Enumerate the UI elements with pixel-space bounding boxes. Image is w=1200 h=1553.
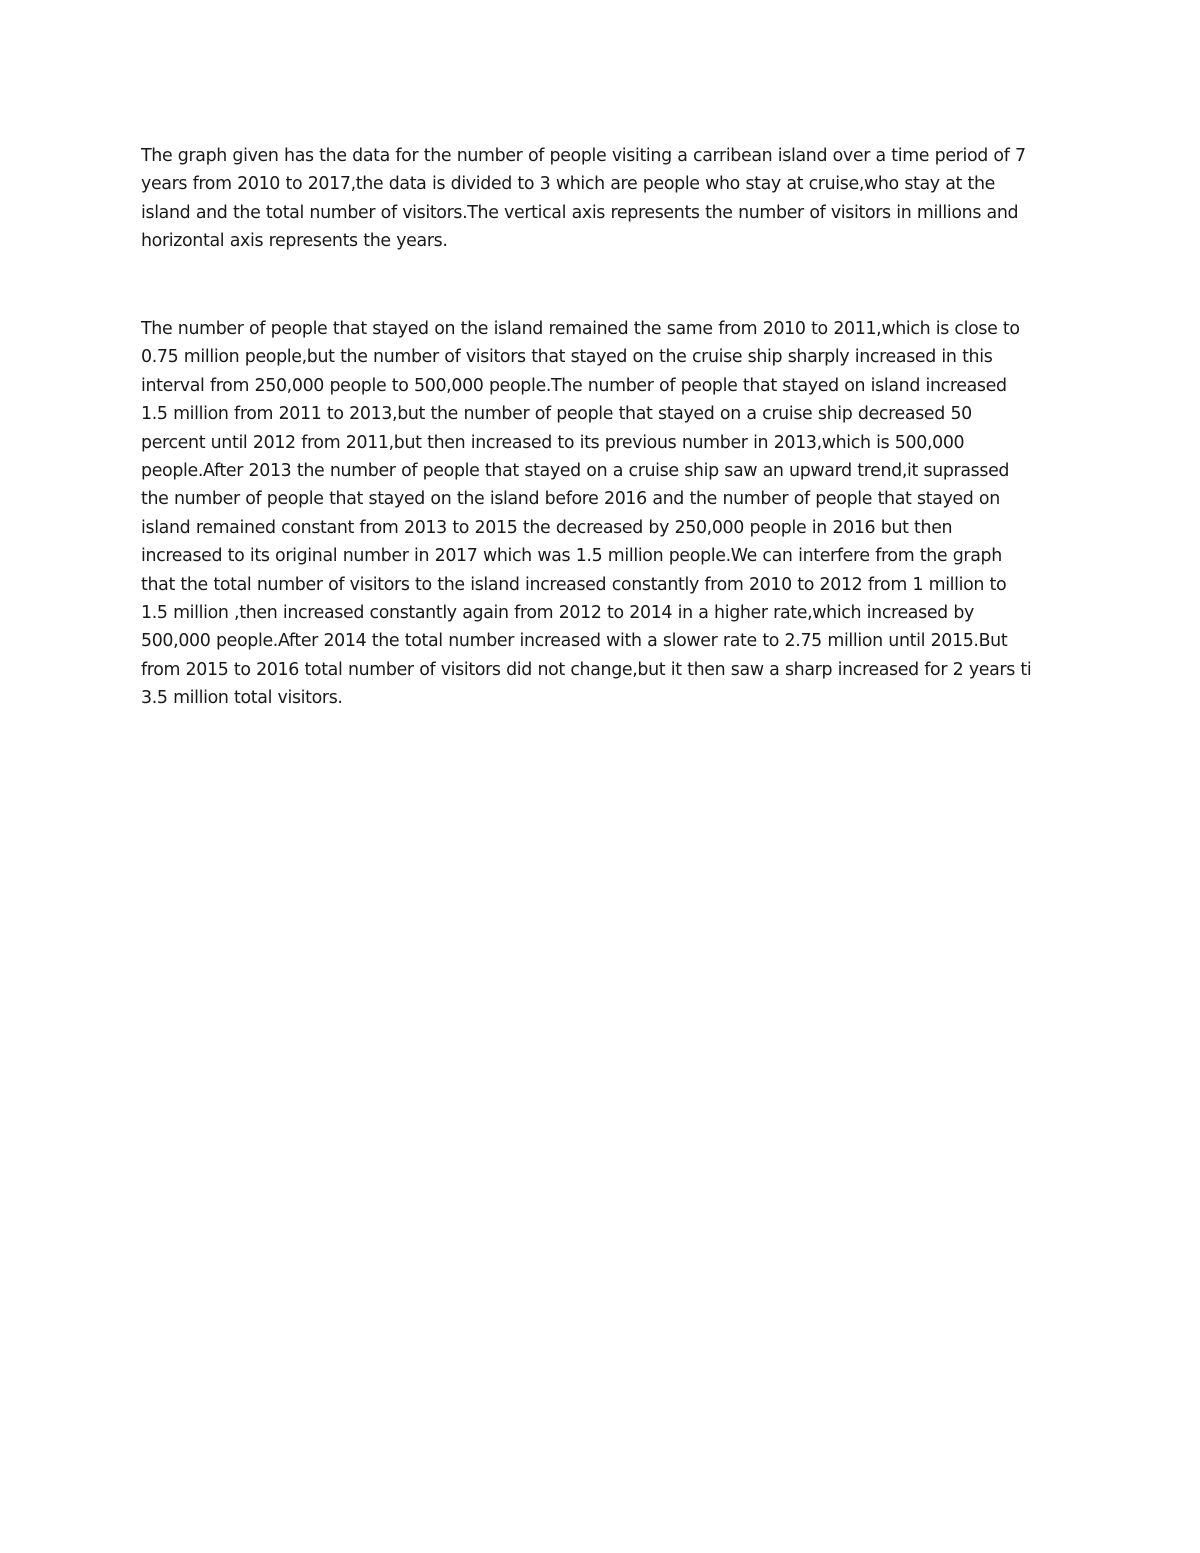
text-line: percent until 2012 from 2011,but then increased to its previous number in 2013,which is 500,000 [141,432,965,453]
text-line: The number of people that stayed on the island remained the same from 2010 to 2011,which is close to [141,319,1020,339]
text-line: from 2015 to 2016 total number of visitors did not change,but it then saw a sharp increased for 2 years ti [141,659,1032,680]
text-line: island and the total number of visitors.The vertical axis represents the number of visitors in millions and [141,202,1019,223]
text-line: horizontal axis represents the years. [141,231,448,252]
text-line: people.After 2013 the number of people that stayed on a cruise ship saw an upward trend,it suprassed [141,461,1010,482]
text-line: island remained constant from 2013 to 2015 the decreased by 250,000 people in 2016 but then [141,517,953,538]
text-line: The graph given has the data for the number of people visiting a carribean island over a time period of 7 [141,146,1026,166]
text-line: the number of people that stayed on the island before 2016 and the number of people that stayed on [141,489,1000,510]
text-line: 0.75 million people,but the number of visitors that stayed on the cruise ship sharply increased in this [141,347,993,368]
text-line: 1.5 million from 2011 to 2013,but the number of people that stayed on a cruise ship decreased 50 [141,404,972,425]
text-line: increased to its original number in 2017 which was 1.5 million people.We can interfere from the graph [141,546,1002,567]
text-line: that the total number of visitors to the island increased constantly from 2010 to 2012 from 1 million to [141,574,1007,595]
text-line: interval from 250,000 people to 500,000 people.The number of people that stayed on island increased [141,375,1007,396]
paragraph-intro [141,142,1071,256]
text-line: 3.5 million total visitors. [141,688,343,709]
text-line: 500,000 people.After 2014 the total number increased with a slower rate to 2.75 million until 2015.But [141,631,1008,652]
paragraph-analysis [141,315,1071,713]
text-line: years from 2010 to 2017,the data is divided to 3 which are people who stay at cruise,who stay at the [141,174,995,195]
text-line: 1.5 million ,then increased constantly again from 2012 to 2014 in a higher rate,which increased by [141,603,974,624]
